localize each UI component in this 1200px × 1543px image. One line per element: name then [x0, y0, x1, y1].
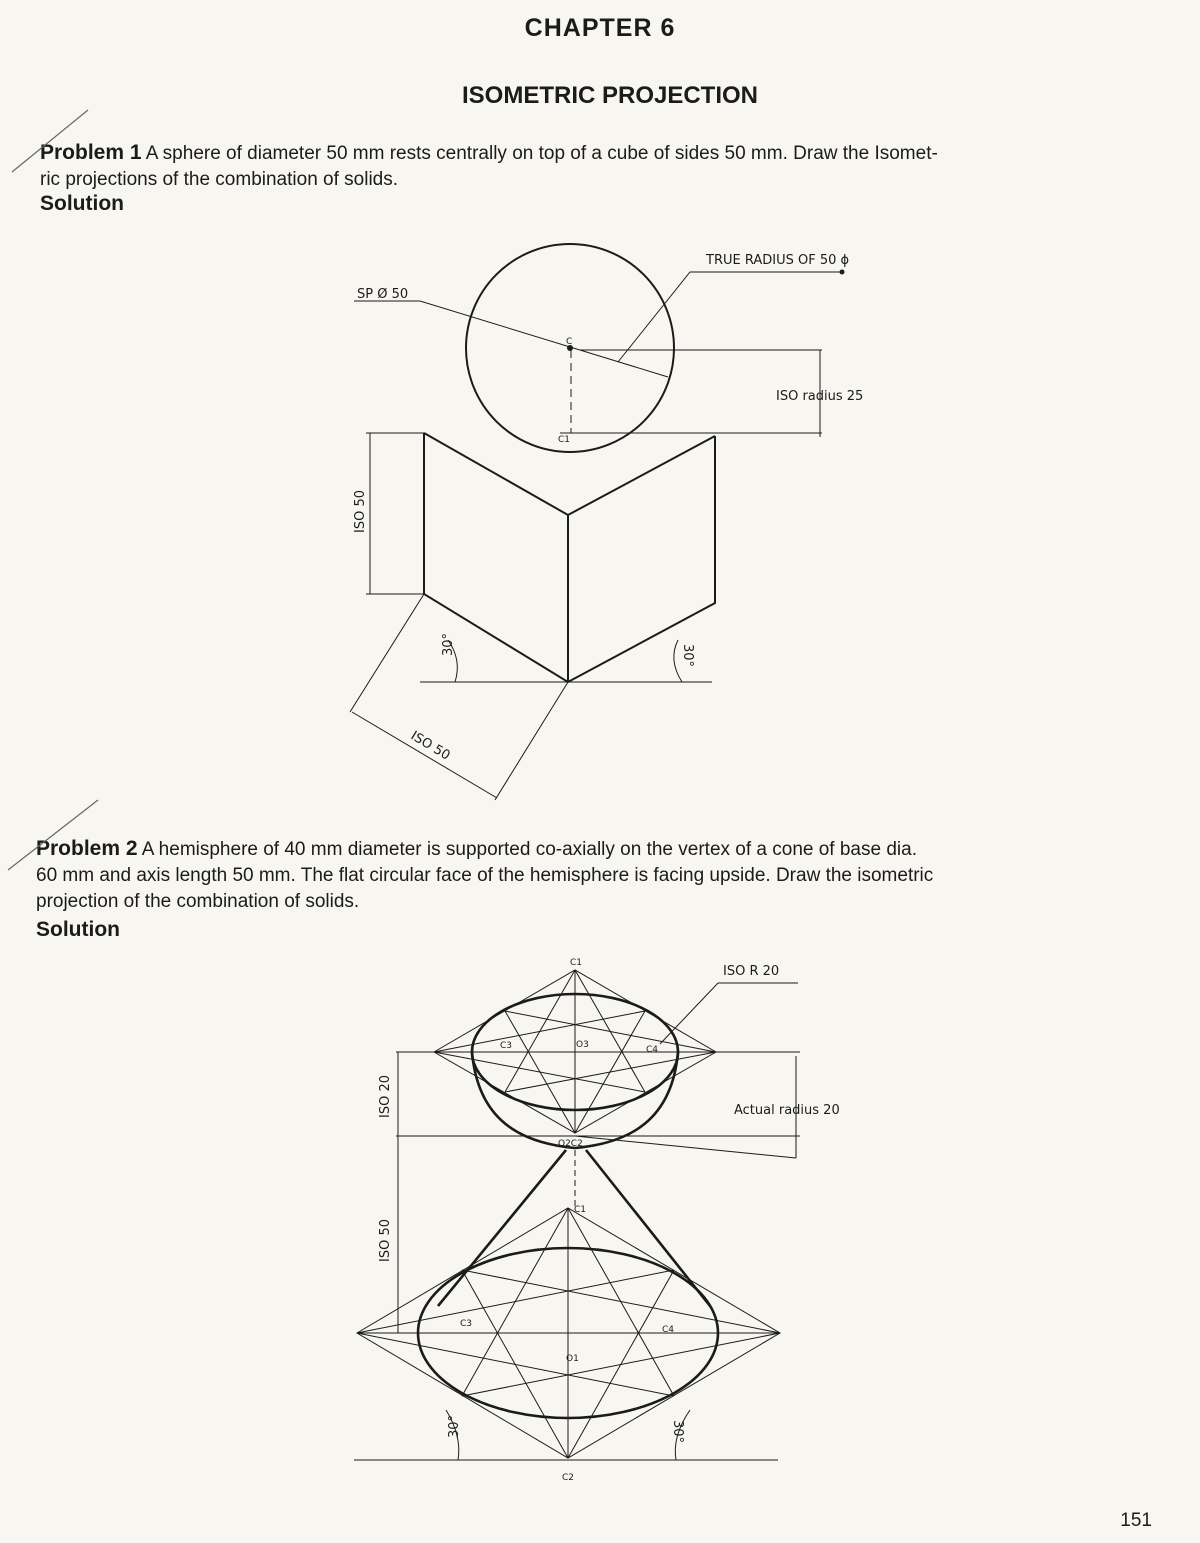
pencil-mark-1	[12, 110, 88, 172]
problem-2-text-line3: projection of the combination of solids.	[36, 891, 360, 912]
iso20-label: ISO 20	[378, 1075, 393, 1118]
angle-right-label-1: 30°	[680, 644, 695, 668]
angle-right-label-2: 30°	[670, 1420, 685, 1444]
sp-dia-leader	[354, 301, 668, 377]
bottom-o1-label: O1	[566, 1354, 579, 1364]
true-radius-leader	[618, 272, 842, 362]
top-c1-label: C1	[570, 958, 583, 968]
sp-dia-label: SP Ø 50	[357, 287, 409, 302]
true-radius-label: TRUE RADIUS OF 50 ϕ	[706, 253, 850, 268]
problem-1-solution-label: Solution	[40, 192, 124, 215]
iso-radius-label: ISO radius 25	[776, 389, 864, 404]
top-o3-label: O3	[576, 1040, 589, 1050]
bottom-c2-label: C2	[562, 1473, 575, 1483]
cone-generators	[438, 1150, 710, 1306]
cone-construction	[357, 1208, 780, 1458]
iso-r20-leader	[660, 983, 798, 1044]
angle-left-label-2: 30°	[447, 1414, 462, 1438]
problem-1-label: Problem 1	[40, 141, 142, 164]
iso50-vertical-dimension	[366, 433, 424, 594]
actual-radius-leader	[575, 1136, 796, 1158]
problem-2-label: Problem 2	[36, 837, 138, 860]
problem-2-solution-label: Solution	[36, 918, 120, 941]
top-o2c2-label: O2C2	[558, 1139, 583, 1149]
center-c-label: C	[566, 337, 573, 347]
page-number: 151	[1120, 1510, 1152, 1531]
pencil-mark-2	[8, 800, 98, 870]
section-title: ISOMETRIC PROJECTION	[461, 82, 759, 109]
problem-2-text-line1: A hemisphere of 40 mm diameter is supported co-axially on the vertex of a cone of base dia.	[137, 839, 917, 860]
iso50-bottom-dimension	[350, 594, 568, 800]
top-c4-label: C4	[646, 1045, 659, 1055]
actual-radius-label: Actual radius 20	[734, 1103, 840, 1118]
iso50-vertical-label: ISO 50	[353, 490, 368, 533]
bottom-c1-label: C1	[574, 1205, 587, 1215]
problem-2-text-line2: 60 mm and axis length 50 mm. The flat circular face of the hemisphere is facing upside. Draw the isometric	[36, 865, 934, 886]
cube	[424, 433, 715, 682]
center-c1-label: C1	[558, 435, 571, 445]
iso50-label: ISO 50	[378, 1219, 393, 1262]
bottom-c3-label: C3	[460, 1319, 473, 1329]
bottom-c4-label: C4	[662, 1325, 675, 1335]
top-c3-label: C3	[500, 1041, 513, 1051]
problem-1-text-line2: ric projections of the combination of solids.	[40, 169, 399, 190]
problem-1-text-line1: A sphere of diameter 50 mm rests centrally on top of a cube of sides 50 mm. Draw the Isomet-	[141, 143, 938, 164]
figure-1-sphere-on-cube	[350, 244, 845, 800]
chapter-heading: CHAPTER 6	[524, 14, 676, 42]
angle-left-label-1: 30°	[441, 632, 456, 656]
iso50-bottom-label: ISO 50	[407, 728, 453, 764]
iso-r20-label: ISO R 20	[723, 964, 780, 979]
